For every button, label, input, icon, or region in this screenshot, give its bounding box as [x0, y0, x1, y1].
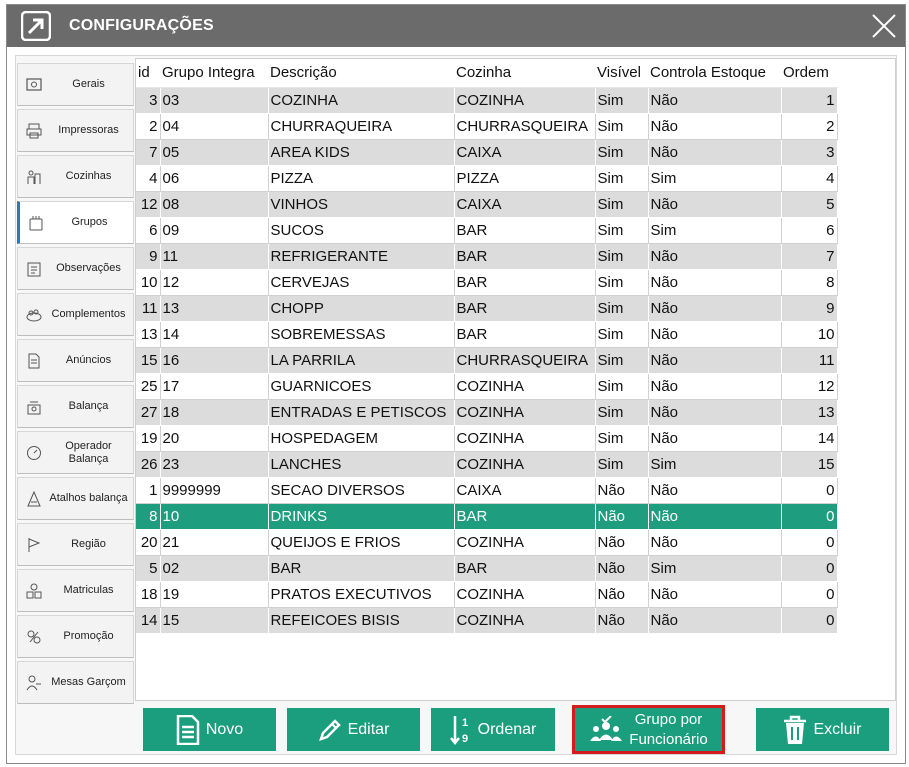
table-cell: Sim: [595, 139, 648, 165]
table-cell: 0: [781, 607, 837, 633]
sidebar-item-complementos[interactable]: [17, 293, 134, 336]
sidebar-item-label: Cozinhas: [65, 170, 112, 182]
table-cell: SECAO DIVERSOS: [268, 477, 454, 503]
sidebar-item-observações[interactable]: [17, 247, 134, 290]
group-by-employee-button[interactable]: [575, 708, 722, 751]
table-cell: 19: [136, 425, 160, 451]
sidebar: [16, 56, 135, 754]
table-cell: Não: [595, 477, 648, 503]
table-cell: 13: [160, 295, 268, 321]
table-cell: COZINHA: [454, 581, 595, 607]
sidebar-item-label: Gerais: [72, 78, 105, 90]
column-header[interactable]: Visível: [595, 59, 648, 87]
table-cell: 12: [781, 373, 837, 399]
table-row[interactable]: [136, 529, 837, 555]
sidebar-item-gerais[interactable]: [17, 63, 134, 106]
table-cell: 7: [781, 243, 837, 269]
waiter-icon: [26, 675, 42, 691]
groups-grid[interactable]: [135, 58, 896, 701]
edit-button-label: Editar: [347, 720, 390, 738]
table-cell: 3: [136, 87, 160, 113]
table-cell: BAR: [454, 243, 595, 269]
table-cell: 8: [136, 503, 160, 529]
table-cell: 13: [781, 399, 837, 425]
table-cell: QUEIJOS E FRIOS: [268, 529, 454, 555]
svg-text:9: 9: [461, 732, 468, 745]
table-row[interactable]: [136, 373, 837, 399]
table-cell: REFEICOES BISIS: [268, 607, 454, 633]
table-cell: 6: [136, 217, 160, 243]
table-cell: Sim: [648, 217, 781, 243]
sidebar-item-label: Operador Balança: [65, 439, 112, 465]
table-cell: BAR: [454, 217, 595, 243]
table-cell: 0: [781, 581, 837, 607]
scale-icon: [26, 399, 42, 415]
pencil-icon: [318, 718, 342, 742]
title-bar: [7, 5, 905, 47]
sidebar-item-label: Matriculas: [63, 584, 114, 596]
table-cell: 2: [136, 113, 160, 139]
table-cell: 27: [136, 399, 160, 425]
table-cell: Não: [648, 295, 781, 321]
table-row[interactable]: [136, 295, 837, 321]
table-cell: 10: [781, 321, 837, 347]
table-cell: 3: [781, 139, 837, 165]
table-cell: 5: [781, 191, 837, 217]
sidebar-item-label: Atalhos balança: [49, 492, 128, 504]
sidebar-item-anúncios[interactable]: [17, 339, 134, 382]
sidebar-item-matriculas[interactable]: [17, 569, 134, 612]
table-cell: PRATOS EXECUTIVOS: [268, 581, 454, 607]
table-cell: Não: [648, 399, 781, 425]
table-cell: CERVEJAS: [268, 269, 454, 295]
table-cell: 0: [781, 503, 837, 529]
group-by-employee-label-1: Grupo por: [634, 710, 703, 728]
table-cell: 17: [160, 373, 268, 399]
table-cell: 09: [160, 217, 268, 243]
table-cell: Não: [648, 269, 781, 295]
table-cell: 11: [781, 347, 837, 373]
settings-icon: [26, 77, 42, 93]
table-cell: GUARNICOES: [268, 373, 454, 399]
table-cell: COZINHA: [454, 399, 595, 425]
table-cell: 7: [136, 139, 160, 165]
table-cell: CAIXA: [454, 477, 595, 503]
table-cell: Não: [648, 347, 781, 373]
table-cell: Sim: [595, 295, 648, 321]
table-cell: BAR: [454, 269, 595, 295]
table-cell: COZINHA: [268, 87, 454, 113]
kitchen-icon: [26, 169, 42, 185]
table-row[interactable]: [136, 321, 837, 347]
sidebar-item-região[interactable]: [17, 523, 134, 566]
table-cell: 8: [781, 269, 837, 295]
column-header[interactable]: Cozinha: [454, 59, 595, 87]
table-cell: Sim: [595, 243, 648, 269]
table-row[interactable]: [136, 581, 837, 607]
table-row[interactable]: [136, 399, 837, 425]
table-cell: 14: [160, 321, 268, 347]
delete-button[interactable]: [756, 708, 889, 751]
button-bar: [135, 704, 896, 754]
table-cell: 4: [781, 165, 837, 191]
groups-icon: [28, 215, 44, 231]
table-cell: Sim: [595, 451, 648, 477]
printer-icon: [26, 123, 42, 139]
new-button[interactable]: [143, 708, 276, 751]
table-cell: 2: [781, 113, 837, 139]
table-cell: CAIXA: [454, 191, 595, 217]
complements-icon: [26, 307, 42, 323]
table-cell: 04: [160, 113, 268, 139]
table-cell: Não: [648, 529, 781, 555]
table-cell: BAR: [454, 321, 595, 347]
sort-numeric-icon: [450, 714, 472, 746]
close-icon[interactable]: [869, 11, 899, 41]
table-cell: Não: [648, 581, 781, 607]
table-cell: 18: [160, 399, 268, 425]
table-cell: 4: [136, 165, 160, 191]
column-header[interactable]: id: [136, 59, 160, 87]
table-cell: 14: [136, 607, 160, 633]
sidebar-item-label: Grupos: [71, 216, 108, 228]
table-cell: COZINHA: [454, 529, 595, 555]
table-cell: 0: [781, 529, 837, 555]
table-cell: 18: [136, 581, 160, 607]
table-cell: CAIXA: [454, 139, 595, 165]
table-cell: 12: [136, 191, 160, 217]
table-cell: 20: [136, 529, 160, 555]
table-cell: Sim: [595, 425, 648, 451]
content-panel: [15, 55, 897, 755]
table-cell: VINHOS: [268, 191, 454, 217]
table-cell: Sim: [595, 217, 648, 243]
table-cell: 15: [136, 347, 160, 373]
table-cell: BAR: [268, 555, 454, 581]
order-button-label: Ordenar: [477, 720, 537, 738]
table-row[interactable]: [136, 477, 837, 503]
table-row[interactable]: [136, 269, 837, 295]
table-cell: 9999999: [160, 477, 268, 503]
table-cell: REFRIGERANTE: [268, 243, 454, 269]
table-cell: 13: [136, 321, 160, 347]
table-cell: Sim: [595, 165, 648, 191]
sidebar-item-label: Balança: [68, 400, 109, 412]
table-cell: 05: [160, 139, 268, 165]
table-cell: Não: [648, 113, 781, 139]
table-cell: ENTRADAS E PETISCOS: [268, 399, 454, 425]
table-cell: Sim: [595, 399, 648, 425]
table-cell: 15: [781, 451, 837, 477]
table-cell: Não: [648, 477, 781, 503]
table-cell: COZINHA: [454, 87, 595, 113]
sidebar-item-label: Anúncios: [65, 354, 112, 366]
sidebar-item-label: Mesas Garçom: [51, 676, 126, 688]
table-row[interactable]: [136, 139, 837, 165]
order-button[interactable]: [431, 708, 555, 751]
table-cell: PIZZA: [454, 165, 595, 191]
table-cell: 0: [781, 555, 837, 581]
table-row[interactable]: [136, 87, 837, 113]
table-cell: 5: [136, 555, 160, 581]
table-cell: 02: [160, 555, 268, 581]
table-cell: Não: [648, 425, 781, 451]
table-cell: 16: [160, 347, 268, 373]
table-cell: Não: [648, 243, 781, 269]
table-cell: Não: [595, 607, 648, 633]
table-cell: Não: [648, 191, 781, 217]
scale-operator-icon: [26, 445, 42, 461]
table-cell: BAR: [454, 555, 595, 581]
table-cell: DRINKS: [268, 503, 454, 529]
sidebar-item-promoção[interactable]: [17, 615, 134, 658]
promotion-icon: [26, 629, 42, 645]
table-row[interactable]: [136, 347, 837, 373]
table-cell: Não: [648, 321, 781, 347]
sidebar-item-label: Observações: [56, 262, 121, 274]
sidebar-item-cozinhas[interactable]: [17, 155, 134, 198]
groups-table: [136, 59, 838, 634]
table-row[interactable]: [136, 425, 837, 451]
table-cell: 06: [160, 165, 268, 191]
trash-icon: [783, 715, 807, 745]
document-icon: [176, 715, 200, 745]
column-header[interactable]: Controla Estoque: [648, 59, 781, 87]
table-cell: Não: [648, 139, 781, 165]
table-row[interactable]: [136, 555, 837, 581]
table-cell: Sim: [595, 269, 648, 295]
table-cell: Não: [595, 529, 648, 555]
sidebar-item-mesas-garçom[interactable]: [17, 661, 134, 704]
new-button-label: Novo: [205, 720, 244, 738]
table-cell: 12: [160, 269, 268, 295]
table-cell: 15: [160, 607, 268, 633]
app-logo-icon: [21, 11, 51, 41]
table-cell: SOBREMESSAS: [268, 321, 454, 347]
config-window: [6, 4, 906, 764]
sidebar-item-operador-balança[interactable]: [17, 431, 134, 474]
table-cell: CHURRAQUEIRA: [268, 113, 454, 139]
sidebar-item-balança[interactable]: [17, 385, 134, 428]
table-row[interactable]: [136, 243, 837, 269]
delete-button-label: Excluir: [813, 720, 862, 738]
table-row[interactable]: [136, 451, 837, 477]
table-cell: 25: [136, 373, 160, 399]
sidebar-item-atalhos-balança[interactable]: [17, 477, 134, 520]
table-cell: COZINHA: [454, 425, 595, 451]
table-cell: Sim: [595, 321, 648, 347]
table-row[interactable]: [136, 191, 837, 217]
table-cell: 19: [160, 581, 268, 607]
table-cell: Não: [648, 87, 781, 113]
table-cell: HOSPEDAGEM: [268, 425, 454, 451]
document-icon: [26, 353, 42, 369]
table-cell: LANCHES: [268, 451, 454, 477]
table-cell: Não: [595, 555, 648, 581]
table-cell: COZINHA: [454, 607, 595, 633]
table-cell: Sim: [595, 191, 648, 217]
table-cell: 11: [136, 295, 160, 321]
column-header[interactable]: Descrição: [268, 59, 454, 87]
table-cell: Não: [595, 503, 648, 529]
sidebar-item-grupos[interactable]: [17, 201, 134, 244]
registration-icon: [26, 583, 42, 599]
table-cell: Sim: [595, 347, 648, 373]
table-cell: PIZZA: [268, 165, 454, 191]
svg-text:1: 1: [461, 716, 468, 729]
table-cell: Não: [648, 607, 781, 633]
sidebar-item-label: Impressoras: [58, 124, 119, 136]
flag-icon: [26, 537, 42, 553]
table-cell: 08: [160, 191, 268, 217]
table-row[interactable]: [136, 113, 837, 139]
edit-button[interactable]: [287, 708, 420, 751]
table-cell: 21: [160, 529, 268, 555]
table-cell: 03: [160, 87, 268, 113]
table-cell: Sim: [648, 165, 781, 191]
table-cell: BAR: [454, 503, 595, 529]
sidebar-item-label: Complementos: [51, 308, 126, 320]
table-cell: 11: [160, 243, 268, 269]
table-row[interactable]: [136, 217, 837, 243]
table-cell: CHURRASQUEIRA: [454, 347, 595, 373]
table-cell: SUCOS: [268, 217, 454, 243]
table-cell: 26: [136, 451, 160, 477]
sidebar-item-label: Promoção: [63, 630, 114, 642]
table-cell: COZINHA: [454, 373, 595, 399]
table-cell: 0: [781, 477, 837, 503]
table-cell: 14: [781, 425, 837, 451]
table-cell: 20: [160, 425, 268, 451]
group-by-employee-label-2: Funcionário: [629, 730, 708, 748]
table-cell: CHURRASQUEIRA: [454, 113, 595, 139]
table-cell: 23: [160, 451, 268, 477]
column-header[interactable]: Ordem: [781, 59, 837, 87]
table-cell: 1: [136, 477, 160, 503]
table-cell: CHOPP: [268, 295, 454, 321]
table-cell: 9: [136, 243, 160, 269]
scale-shortcut-icon: [26, 491, 42, 507]
table-cell: Sim: [595, 87, 648, 113]
table-cell: 9: [781, 295, 837, 321]
table-row[interactable]: [136, 165, 837, 191]
table-cell: Sim: [648, 555, 781, 581]
table-cell: 6: [781, 217, 837, 243]
table-header-row: [136, 59, 837, 87]
table-cell: Não: [648, 373, 781, 399]
table-cell: 10: [160, 503, 268, 529]
table-cell: Sim: [595, 113, 648, 139]
table-cell: Não: [595, 581, 648, 607]
table-cell: LA PARRILA: [268, 347, 454, 373]
table-cell: BAR: [454, 295, 595, 321]
table-cell: AREA KIDS: [268, 139, 454, 165]
table-row[interactable]: [136, 607, 837, 633]
sidebar-item-label: Região: [71, 538, 106, 550]
column-header[interactable]: Grupo Integra: [160, 59, 268, 87]
table-cell: Sim: [595, 373, 648, 399]
clipboard-icon: [26, 261, 42, 277]
table-cell: Sim: [648, 451, 781, 477]
table-cell: 10: [136, 269, 160, 295]
sidebar-item-impressoras[interactable]: [17, 109, 134, 152]
table-row[interactable]: [136, 503, 837, 529]
window-title: CONFIGURAÇÕES: [69, 17, 214, 34]
table-cell: Não: [648, 503, 781, 529]
table-cell: 1: [781, 87, 837, 113]
employees-icon: [589, 716, 623, 744]
table-cell: COZINHA: [454, 451, 595, 477]
